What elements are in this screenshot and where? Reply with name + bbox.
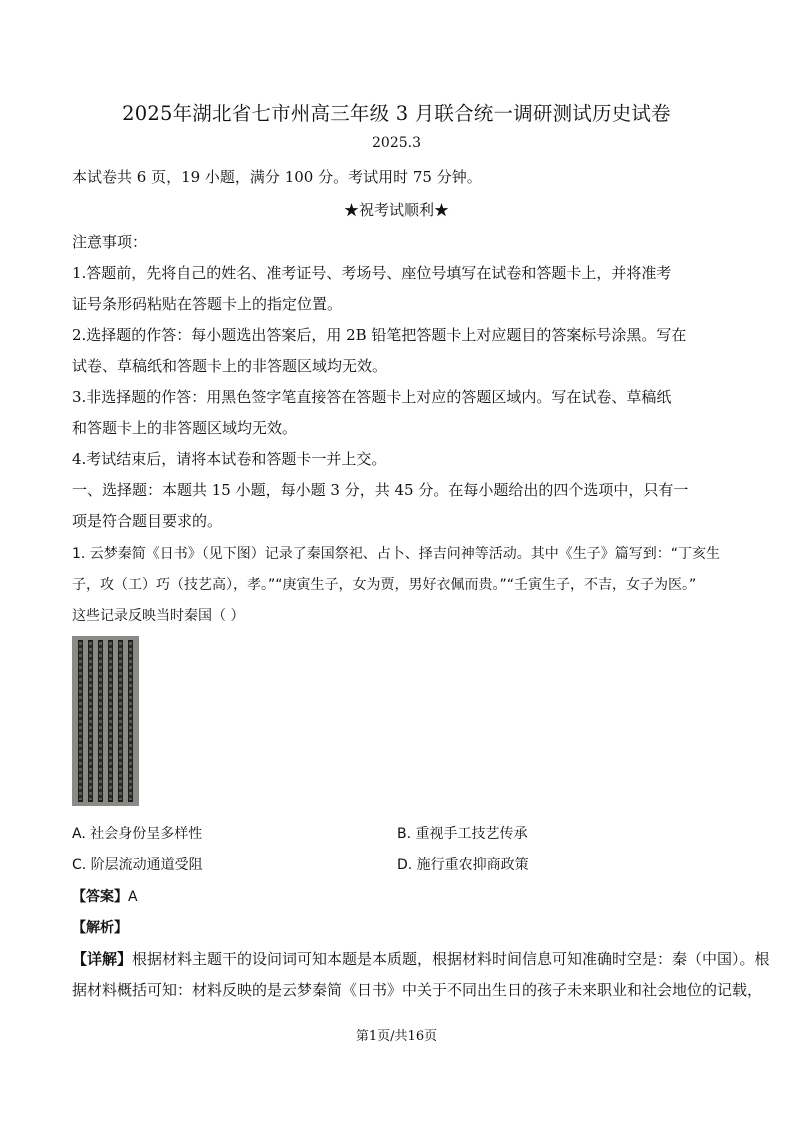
note-line: 试卷、草稿纸和答题卡上的非答题区域均无效。 xyxy=(72,357,388,375)
detail-line xyxy=(72,948,770,969)
answer-line xyxy=(72,886,732,906)
option-a: A. 社会身份呈多样性 xyxy=(72,826,203,842)
answer-label: 【答案】 xyxy=(72,889,128,905)
page-number: 第1页/共16页 xyxy=(355,1029,438,1044)
analysis-label: 【解析】 xyxy=(72,920,128,936)
detail-text: 根据材料主题干的设问词可知本题是本质题，根据材料时间信息可知准确时空是：秦（中国）。根 xyxy=(132,950,770,968)
question-stem-line: 子，攻（工）巧（技艺高），孝。”“庚寅生子，女为贾，男好衣佩而贵。”“壬寅生子，不吉，女子为医。” xyxy=(72,577,697,593)
exam-date: 2025.3 xyxy=(372,135,421,151)
notes-heading: 注意事项： xyxy=(72,233,148,251)
option-d: D. 施行重农抑商政策 xyxy=(397,857,529,873)
note-line: 1.答题前，先将自己的姓名、准考证号、考场号、座位号填写在试卷和答题卡上，并将准考 xyxy=(72,264,672,282)
note-line: 和答题卡上的非答题区域均无效。 xyxy=(72,419,298,437)
note-line: 证号条形码粘贴在答题卡上的指定位置。 xyxy=(72,295,343,313)
option-b: B. 重视手工技艺传承 xyxy=(397,826,528,842)
note-line: 2.选择题的作答：每小题选出答案后，用 2B 铅笔把答题卡上对应题目的答案标号涂黑。写在 xyxy=(72,326,687,344)
section-heading: 一、选择题：本题共 15 小题，每小题 3 分，共 45 分。在每小题给出的四个选项中，只有一 xyxy=(72,481,689,499)
note-line: 3.非选择题的作答：用黑色签字笔直接答在答题卡上对应的答题区域内。写在试卷、草稿纸 xyxy=(72,388,672,406)
exam-title: 2025年湖北省七市州高三年级 3 月联合统一调研测试历史试卷 xyxy=(122,102,671,125)
exam-summary: 本试卷共 6 页，19 小题，满分 100 分。考试用时 75 分钟。 xyxy=(72,168,482,186)
note-line: 4.考试结束后，请将本试卷和答题卡一并上交。 xyxy=(72,450,387,468)
question-stem-line: 这些记录反映当时秦国（ ） xyxy=(72,608,245,624)
good-luck-line: ★祝考试顺利★ xyxy=(343,201,449,219)
detail-line-cont: 据材料概括可知：材料反映的是云梦秦简《日书》中关于不同出生日的孩子未来职业和社会地位的记载， xyxy=(72,981,763,999)
bamboo-slips-image xyxy=(72,636,139,806)
question-stem-line: 1. 云梦秦简《日书》（见下图）记录了秦国祭祀、占卜、择吉问神等活动。其中《生子》篇写到：“丁亥生 xyxy=(72,546,721,562)
answer-value: A xyxy=(128,889,138,905)
section-heading-cont: 项是符合题目要求的。 xyxy=(72,512,223,530)
option-c: C. 阶层流动通道受阻 xyxy=(72,857,203,873)
detail-label: 【详解】 xyxy=(72,950,133,968)
